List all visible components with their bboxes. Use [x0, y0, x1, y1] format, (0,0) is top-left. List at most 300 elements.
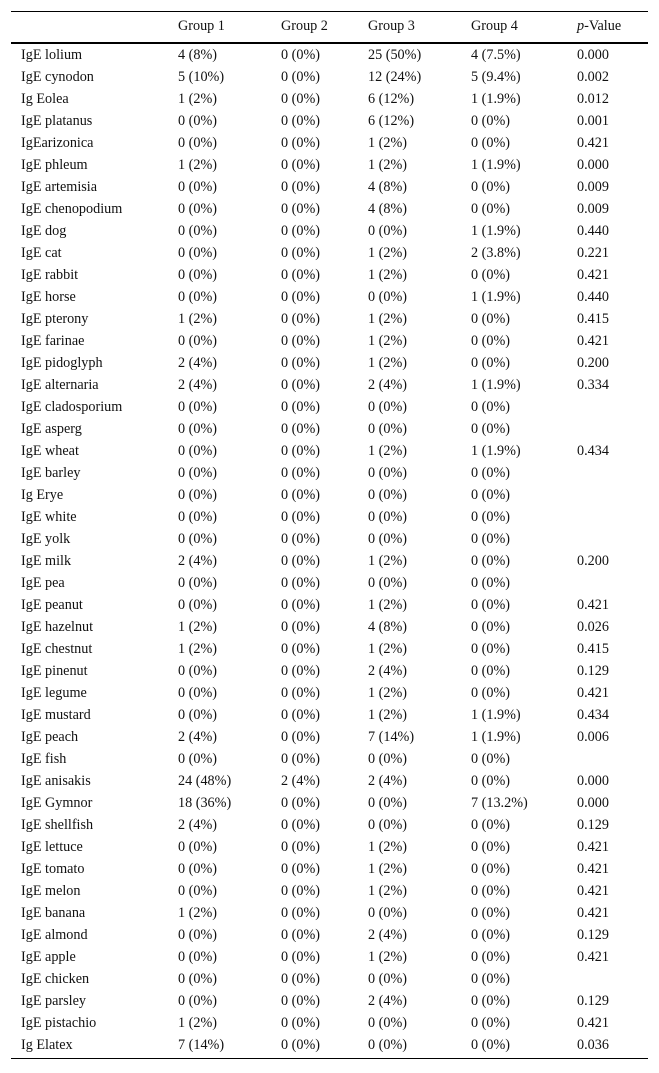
cell-group-4: 4 (7.5%): [471, 46, 521, 63]
cell-group-4: 0 (0%): [471, 134, 511, 151]
table-row: [11, 1034, 648, 1059]
cell-group-3: 0 (0%): [368, 530, 408, 547]
header-allergen: [11, 12, 168, 43]
cell-p-value: 0.421: [577, 838, 609, 855]
table-row: [11, 726, 648, 748]
cell-group-2: 0 (0%): [281, 156, 321, 173]
cell-group-2: 0 (0%): [281, 684, 321, 701]
cell-group-1: 0 (0%): [178, 244, 218, 261]
cell-group-1: 0 (0%): [178, 134, 218, 151]
cell-allergen: IgE almond: [21, 926, 88, 943]
cell-p-value: 0.129: [577, 662, 609, 679]
cell-p-value: 0.006: [577, 728, 609, 745]
cell-group-4: 0 (0%): [471, 970, 511, 987]
cell-group-3: 0 (0%): [368, 904, 408, 921]
cell-group-4: 0 (0%): [471, 992, 511, 1009]
cell-allergen: IgE milk: [21, 552, 72, 569]
cell-group-1: 1 (2%): [178, 640, 218, 657]
cell-allergen: IgE hazelnut: [21, 618, 94, 635]
cell-group-2: 0 (0%): [281, 508, 321, 525]
cell-p-value: 0.200: [577, 354, 609, 371]
cell-group-3: 6 (12%): [368, 90, 415, 107]
cell-group-4: 0 (0%): [471, 618, 511, 635]
cell-p-value: 0.415: [577, 640, 609, 657]
cell-group-4: 0 (0%): [471, 750, 511, 767]
table-row: [11, 418, 648, 440]
table-row: [11, 110, 648, 132]
cell-allergen: IgE chicken: [21, 970, 90, 987]
cell-group-3: 1 (2%): [368, 596, 408, 613]
cell-group-4: 0 (0%): [471, 662, 511, 679]
cell-group-3: 0 (0%): [368, 398, 408, 415]
table-row: [11, 374, 648, 396]
cell-p-value: 0.000: [577, 772, 609, 789]
cell-allergen: Ig Eolea: [21, 90, 69, 107]
cell-group-4: 0 (0%): [471, 266, 511, 283]
cell-group-1: 0 (0%): [178, 750, 218, 767]
cell-group-2: 0 (0%): [281, 46, 321, 63]
cell-group-1: 0 (0%): [178, 266, 218, 283]
table-row: [11, 220, 648, 242]
cell-group-3: 1 (2%): [368, 552, 408, 569]
cell-group-3: 4 (8%): [368, 178, 408, 195]
table-row: [11, 616, 648, 638]
cell-group-3: 0 (0%): [368, 464, 408, 481]
cell-allergen: IgE artemisia: [21, 178, 98, 195]
cell-allergen: IgE cat: [21, 244, 62, 261]
cell-group-4: 0 (0%): [471, 398, 511, 415]
cell-group-4: 0 (0%): [471, 354, 511, 371]
cell-allergen: IgE pistachio: [21, 1014, 97, 1031]
cell-group-3: 4 (8%): [368, 200, 408, 217]
cell-group-2: 0 (0%): [281, 992, 321, 1009]
cell-group-4: 0 (0%): [471, 486, 511, 503]
cell-p-value: 0.415: [577, 310, 609, 327]
cell-allergen: IgE yolk: [21, 530, 71, 547]
header-value-suffix: -Value: [584, 18, 622, 35]
cell-group-2: 0 (0%): [281, 134, 321, 151]
cell-group-1: 2 (4%): [178, 354, 218, 371]
cell-allergen: IgE melon: [21, 882, 81, 899]
cell-group-1: 0 (0%): [178, 992, 218, 1009]
cell-group-2: 0 (0%): [281, 706, 321, 723]
cell-group-2: 0 (0%): [281, 442, 321, 459]
table-row: [11, 88, 648, 110]
cell-group-3: 1 (2%): [368, 310, 408, 327]
cell-group-4: 0 (0%): [471, 552, 511, 569]
cell-allergen: IgE banana: [21, 904, 86, 921]
cell-group-2: 0 (0%): [281, 420, 321, 437]
cell-group-3: 1 (2%): [368, 860, 408, 877]
cell-group-2: 0 (0%): [281, 332, 321, 349]
cell-group-2: 0 (0%): [281, 112, 321, 129]
cell-group-3: 2 (4%): [368, 376, 408, 393]
cell-group-2: 0 (0%): [281, 1014, 321, 1031]
cell-group-3: 0 (0%): [368, 1014, 408, 1031]
cell-group-1: 0 (0%): [178, 574, 218, 591]
cell-group-4: 0 (0%): [471, 464, 511, 481]
cell-allergen: IgE lolium: [21, 46, 83, 63]
cell-group-3: 0 (0%): [368, 794, 408, 811]
cell-group-4: 0 (0%): [471, 816, 511, 833]
cell-group-3: 1 (2%): [368, 948, 408, 965]
cell-group-1: 1 (2%): [178, 156, 218, 173]
cell-p-value: [567, 462, 648, 484]
cell-group-1: 0 (0%): [178, 838, 218, 855]
cell-group-3: 6 (12%): [368, 112, 415, 129]
cell-p-value: 0.129: [577, 992, 609, 1009]
cell-group-4: 0 (0%): [471, 530, 511, 547]
cell-group-2: 0 (0%): [281, 640, 321, 657]
cell-group-1: 0 (0%): [178, 398, 218, 415]
table-row: [11, 572, 648, 594]
cell-allergen: IgE wheat: [21, 442, 79, 459]
cell-group-1: 1 (2%): [178, 618, 218, 635]
table-body: [11, 43, 648, 1059]
cell-group-2: 0 (0%): [281, 728, 321, 745]
cell-group-1: 0 (0%): [178, 486, 218, 503]
cell-group-4: 0 (0%): [461, 1034, 567, 1059]
cell-group-4: 0 (0%): [471, 332, 511, 349]
cell-p-value: 0.129: [577, 926, 609, 943]
cell-group-3: 0 (0%): [368, 508, 408, 525]
cell-group-3: 0 (0%): [368, 750, 408, 767]
table-header-row: [11, 12, 648, 43]
cell-group-1: 0 (0%): [178, 332, 218, 349]
cell-group-1: 0 (0%): [178, 970, 218, 987]
cell-group-3: 1 (2%): [368, 640, 408, 657]
cell-allergen: IgE apple: [21, 948, 76, 965]
table-row: [11, 704, 648, 726]
table-row: [11, 902, 648, 924]
cell-group-2: 0 (0%): [281, 882, 321, 899]
cell-p-value: 0.221: [577, 244, 609, 261]
cell-group-4: 0 (0%): [471, 640, 511, 657]
table-row: [11, 638, 648, 660]
cell-group-4: 0 (0%): [471, 112, 511, 129]
cell-group-4: 0 (0%): [471, 574, 511, 591]
cell-group-2: 0 (0%): [281, 244, 321, 261]
cell-group-1: 5 (10%): [178, 68, 225, 85]
table-row: [11, 440, 648, 462]
header-group-2: Group 2: [271, 12, 358, 43]
cell-p-value: [567, 748, 648, 770]
cell-group-2: 0 (0%): [281, 904, 321, 921]
cell-p-value: 0.000: [577, 46, 609, 63]
cell-p-value: 0.002: [577, 68, 609, 85]
cell-group-1: 18 (36%): [178, 794, 232, 811]
table-row: [11, 814, 648, 836]
cell-group-4: 1 (1.9%): [471, 728, 521, 745]
cell-p-value: [567, 528, 648, 550]
allergen-table-container: [11, 11, 648, 1059]
cell-group-2: 0 (0%): [281, 794, 321, 811]
cell-group-3: 25 (50%): [368, 46, 422, 63]
cell-group-2: 0 (0%): [281, 200, 321, 217]
cell-group-1: 0 (0%): [178, 178, 218, 195]
cell-p-value: 0.000: [577, 794, 609, 811]
cell-group-3: 0 (0%): [368, 574, 408, 591]
cell-group-4: 0 (0%): [471, 420, 511, 437]
cell-allergen: IgE pinenut: [21, 662, 88, 679]
cell-p-value: [567, 396, 648, 418]
cell-p-value: 0.421: [577, 882, 609, 899]
cell-allergen: IgE pea: [21, 574, 65, 591]
cell-p-value: 0.036: [567, 1034, 648, 1059]
cell-p-value: 0.200: [577, 552, 609, 569]
cell-group-4: 0 (0%): [471, 948, 511, 965]
table-row: [11, 198, 648, 220]
cell-group-2: 0 (0%): [281, 574, 321, 591]
cell-group-2: 0 (0%): [281, 552, 321, 569]
cell-group-4: 1 (1.9%): [471, 442, 521, 459]
header-group-4: Group 4: [461, 12, 567, 43]
cell-allergen: IgE cladosporium: [21, 398, 123, 415]
cell-group-1: 2 (4%): [178, 728, 218, 745]
cell-group-1: 0 (0%): [178, 684, 218, 701]
cell-allergen: IgE Gymnor: [21, 794, 93, 811]
cell-group-4: 0 (0%): [471, 596, 511, 613]
cell-p-value: 0.440: [577, 288, 609, 305]
cell-group-4: 0 (0%): [471, 772, 511, 789]
cell-p-value: 0.421: [577, 860, 609, 877]
cell-p-value: 0.434: [577, 706, 609, 723]
cell-allergen: IgE pterony: [21, 310, 89, 327]
table-row: [11, 1012, 648, 1034]
table-row: [11, 880, 648, 902]
cell-group-4: 1 (1.9%): [471, 706, 521, 723]
cell-group-4: 1 (1.9%): [471, 90, 521, 107]
cell-group-1: 0 (0%): [178, 112, 218, 129]
cell-group-4: 0 (0%): [471, 860, 511, 877]
cell-group-1: 0 (0%): [178, 596, 218, 613]
cell-group-3: 0 (0%): [368, 970, 408, 987]
cell-group-4: 0 (0%): [471, 882, 511, 899]
cell-group-2: 0 (0%): [281, 926, 321, 943]
table-row: [11, 946, 648, 968]
cell-group-1: 1 (2%): [178, 310, 218, 327]
cell-group-4: 0 (0%): [471, 310, 511, 327]
cell-group-2: 0 (0%): [281, 310, 321, 327]
cell-p-value: 0.026: [577, 618, 609, 635]
cell-group-4: 0 (0%): [471, 926, 511, 943]
cell-group-1: 4 (8%): [178, 46, 218, 63]
table-row: [11, 594, 648, 616]
cell-p-value: 0.000: [577, 156, 609, 173]
cell-p-value: 0.440: [577, 222, 609, 239]
cell-group-3: 1 (2%): [368, 442, 408, 459]
table-row: [11, 990, 648, 1012]
table-row: [11, 462, 648, 484]
allergen-sensitization-table: [11, 11, 648, 1059]
table-row: [11, 682, 648, 704]
cell-allergen: IgE pidoglyph: [21, 354, 103, 371]
cell-allergen: IgE lettuce: [21, 838, 83, 855]
cell-group-1: 1 (2%): [178, 904, 218, 921]
table-row: [11, 330, 648, 352]
cell-allergen: IgE shellfish: [21, 816, 94, 833]
cell-p-value: [567, 506, 648, 528]
table-row: [11, 396, 648, 418]
cell-p-value: 0.421: [577, 266, 609, 283]
cell-group-2: 0 (0%): [281, 970, 321, 987]
cell-allergen: IgE cynodon: [21, 68, 94, 85]
cell-group-2: 0 (0%): [271, 1034, 358, 1059]
cell-group-1: 2 (4%): [178, 376, 218, 393]
cell-group-3: 1 (2%): [368, 838, 408, 855]
cell-p-value: 0.009: [577, 178, 609, 195]
cell-group-2: 0 (0%): [281, 860, 321, 877]
cell-group-3: 1 (2%): [368, 332, 408, 349]
cell-allergen: Ig Erye: [21, 486, 64, 503]
cell-group-4: 2 (3.8%): [471, 244, 521, 261]
cell-group-2: 0 (0%): [281, 838, 321, 855]
table-row: [11, 924, 648, 946]
cell-group-1: 7 (14%): [168, 1034, 271, 1059]
cell-p-value: 0.129: [577, 816, 609, 833]
cell-p-value: 0.001: [577, 112, 609, 129]
table-row: [11, 308, 648, 330]
cell-allergen: Ig Elatex: [11, 1034, 168, 1059]
cell-group-1: 24 (48%): [178, 772, 232, 789]
cell-group-3: 7 (14%): [368, 728, 415, 745]
cell-p-value: 0.421: [577, 134, 609, 151]
table-row: [11, 506, 648, 528]
cell-group-2: 0 (0%): [281, 354, 321, 371]
cell-group-1: 0 (0%): [178, 926, 218, 943]
cell-allergen: IgE rabbit: [21, 266, 79, 283]
cell-group-3: 0 (0%): [368, 486, 408, 503]
cell-group-2: 0 (0%): [281, 266, 321, 283]
cell-group-1: 0 (0%): [178, 288, 218, 305]
table-row: [11, 748, 648, 770]
cell-group-4: 0 (0%): [471, 200, 511, 217]
cell-group-3: 1 (2%): [368, 882, 408, 899]
cell-group-4: 1 (1.9%): [471, 222, 521, 239]
table-row: [11, 43, 648, 66]
cell-group-3: 2 (4%): [368, 926, 408, 943]
cell-group-1: 1 (2%): [178, 90, 218, 107]
cell-group-1: 0 (0%): [178, 442, 218, 459]
cell-allergen: IgEarizonica: [21, 134, 94, 151]
cell-group-4: 1 (1.9%): [471, 156, 521, 173]
cell-p-value: 0.434: [577, 442, 609, 459]
table-row: [11, 836, 648, 858]
table-row: [11, 154, 648, 176]
header-p-letter: p: [577, 18, 585, 35]
cell-group-4: 1 (1.9%): [471, 288, 521, 305]
cell-allergen: IgE horse: [21, 288, 76, 305]
cell-group-2: 0 (0%): [281, 178, 321, 195]
table-row: [11, 242, 648, 264]
cell-group-3: 0 (0%): [368, 420, 408, 437]
cell-group-2: 0 (0%): [281, 948, 321, 965]
cell-group-2: 0 (0%): [281, 68, 321, 85]
cell-group-3: 12 (24%): [368, 68, 422, 85]
cell-group-3: 1 (2%): [368, 244, 408, 261]
cell-group-4: 0 (0%): [471, 684, 511, 701]
cell-group-2: 0 (0%): [281, 486, 321, 503]
cell-group-3: 0 (0%): [368, 288, 408, 305]
cell-group-2: 0 (0%): [281, 662, 321, 679]
table-row: [11, 792, 648, 814]
cell-allergen: IgE alternaria: [21, 376, 99, 393]
table-row: [11, 550, 648, 572]
cell-group-3: 0 (0%): [358, 1034, 461, 1059]
cell-allergen: IgE dog: [21, 222, 67, 239]
table-row: [11, 770, 648, 792]
cell-group-2: 0 (0%): [281, 530, 321, 547]
cell-group-2: 0 (0%): [281, 816, 321, 833]
cell-allergen: IgE parsley: [21, 992, 87, 1009]
cell-group-1: 0 (0%): [178, 706, 218, 723]
table-row: [11, 484, 648, 506]
cell-group-4: 0 (0%): [471, 1014, 511, 1031]
cell-group-4: 5 (9.4%): [471, 68, 521, 85]
cell-group-2: 0 (0%): [281, 750, 321, 767]
cell-allergen: IgE fish: [21, 750, 67, 767]
cell-p-value: 0.421: [577, 684, 609, 701]
header-group-1: Group 1: [168, 12, 271, 43]
cell-group-2: 0 (0%): [281, 618, 321, 635]
cell-group-3: 2 (4%): [368, 772, 408, 789]
cell-group-1: 0 (0%): [178, 200, 218, 217]
cell-p-value: 0.421: [577, 596, 609, 613]
cell-allergen: IgE chestnut: [21, 640, 93, 657]
table-row: [11, 660, 648, 682]
cell-group-2: 0 (0%): [281, 222, 321, 239]
header-p-value: [567, 12, 648, 43]
cell-p-value: 0.012: [577, 90, 609, 107]
cell-group-1: 0 (0%): [178, 420, 218, 437]
table-row: [11, 968, 648, 990]
cell-group-3: 1 (2%): [368, 134, 408, 151]
cell-group-4: 1 (1.9%): [471, 376, 521, 393]
cell-group-4: 0 (0%): [471, 178, 511, 195]
cell-group-1: 0 (0%): [178, 860, 218, 877]
table-row: [11, 66, 648, 88]
cell-p-value: 0.421: [577, 1014, 609, 1031]
cell-allergen: IgE legume: [21, 684, 87, 701]
table-row: [11, 528, 648, 550]
cell-group-1: 0 (0%): [178, 222, 218, 239]
cell-allergen: IgE peach: [21, 728, 79, 745]
cell-p-value: 0.009: [577, 200, 609, 217]
cell-group-1: 0 (0%): [178, 464, 218, 481]
cell-group-2: 0 (0%): [281, 376, 321, 393]
cell-p-value: 0.421: [577, 332, 609, 349]
cell-p-value: [567, 418, 648, 440]
header-group-3: Group 3: [358, 12, 461, 43]
cell-group-3: 2 (4%): [368, 992, 408, 1009]
cell-group-2: 0 (0%): [281, 596, 321, 613]
cell-group-2: 2 (4%): [281, 772, 321, 789]
table-row: [11, 176, 648, 198]
cell-group-1: 0 (0%): [178, 882, 218, 899]
cell-allergen: IgE mustard: [21, 706, 91, 723]
cell-p-value: [567, 484, 648, 506]
cell-p-value: [567, 572, 648, 594]
cell-allergen: IgE chenopodium: [21, 200, 123, 217]
cell-group-4: 0 (0%): [471, 508, 511, 525]
cell-group-1: 0 (0%): [178, 508, 218, 525]
cell-group-3: 0 (0%): [368, 816, 408, 833]
cell-allergen: IgE white: [21, 508, 77, 525]
cell-allergen: IgE phleum: [21, 156, 88, 173]
table-row: [11, 132, 648, 154]
cell-group-2: 0 (0%): [281, 398, 321, 415]
cell-group-1: 1 (2%): [178, 1014, 218, 1031]
